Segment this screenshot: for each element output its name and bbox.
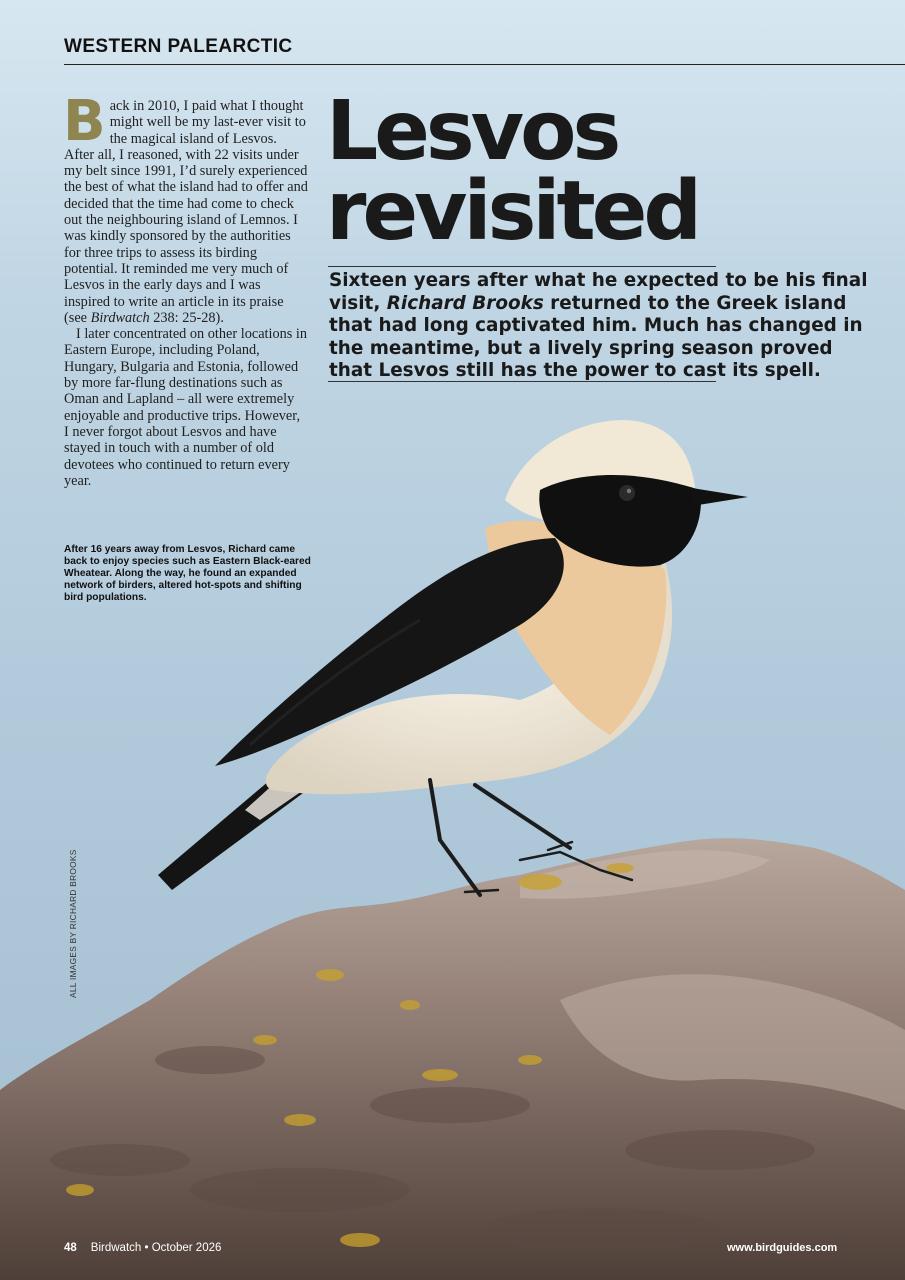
author-name: Richard Brooks bbox=[386, 292, 544, 314]
magazine-reference: Birdwatch bbox=[90, 309, 150, 326]
standfirst-rule-bottom bbox=[328, 381, 716, 382]
page-number: 48 bbox=[64, 1242, 77, 1254]
drop-cap: B bbox=[63, 89, 106, 154]
standfirst-text-1: Sixteen years after what he expected to be his final visit, bbox=[329, 270, 868, 314]
standfirst bbox=[329, 270, 869, 383]
footer-left bbox=[64, 1242, 221, 1254]
wheatear-bird bbox=[158, 420, 748, 895]
article-body bbox=[63, 89, 308, 489]
body-paragraph-1 bbox=[63, 89, 308, 326]
standfirst-rule-top bbox=[328, 266, 716, 267]
article-title-line-1: Lesvos bbox=[326, 84, 618, 179]
photo-caption: After 16 years away from Lesvos, Richard came back to enjoy species such as Eastern Black-eared Wheatear. Along the way, he found an expanded network of birders, altered hot-spots and shifting bird populations. bbox=[64, 544, 311, 603]
body-paragraph-2: I later concentrated on other locations in Eastern Europe, including Poland, Hungary, Bulgaria and Estonia, followed by more far-flung destinations such as Oman and Lapland – all were extremely enjoyable and productive trips. However, I never forgot about Lesvos and have stayed in touch with a number of old devotees who continued to return every year. bbox=[64, 326, 308, 489]
body-paragraph-1-text: ack in 2010, I paid what I thought might well be my last-ever visit to the magical island of Lesvos. After all, I reasoned, with 22 visits under my belt since 1991, I’d surely experienced the best of what the island had to offer and decided that the time had come to check out the neighbouring island of Lemnos. I was kindly sponsored by the authorities for three trips to assess its birding potential. It reminded me very much of Lesvos in the early days and I was inspired to write an article in its praise (see bbox=[64, 98, 308, 326]
standfirst-text-2: returned to the Greek island that had long captivated him. Much has changed in the meantime, but a lively spring season proved that Lesvos still has the power to cast its spell. bbox=[329, 292, 863, 381]
photo-credit: ALL IMAGES BY RICHARD BROOKS bbox=[68, 849, 78, 998]
section-label: WESTERN PALEARCTIC bbox=[64, 36, 293, 57]
article-title bbox=[326, 84, 699, 259]
article-title-line-2: revisited bbox=[326, 164, 699, 259]
publication-info: Birdwatch • October 2026 bbox=[90, 1242, 222, 1254]
body-paragraph-1-end: 238: 25-28). bbox=[149, 309, 224, 326]
website-link[interactable]: www.birdguides.com bbox=[727, 1242, 838, 1254]
section-rule bbox=[64, 64, 905, 65]
rock bbox=[0, 838, 905, 1280]
